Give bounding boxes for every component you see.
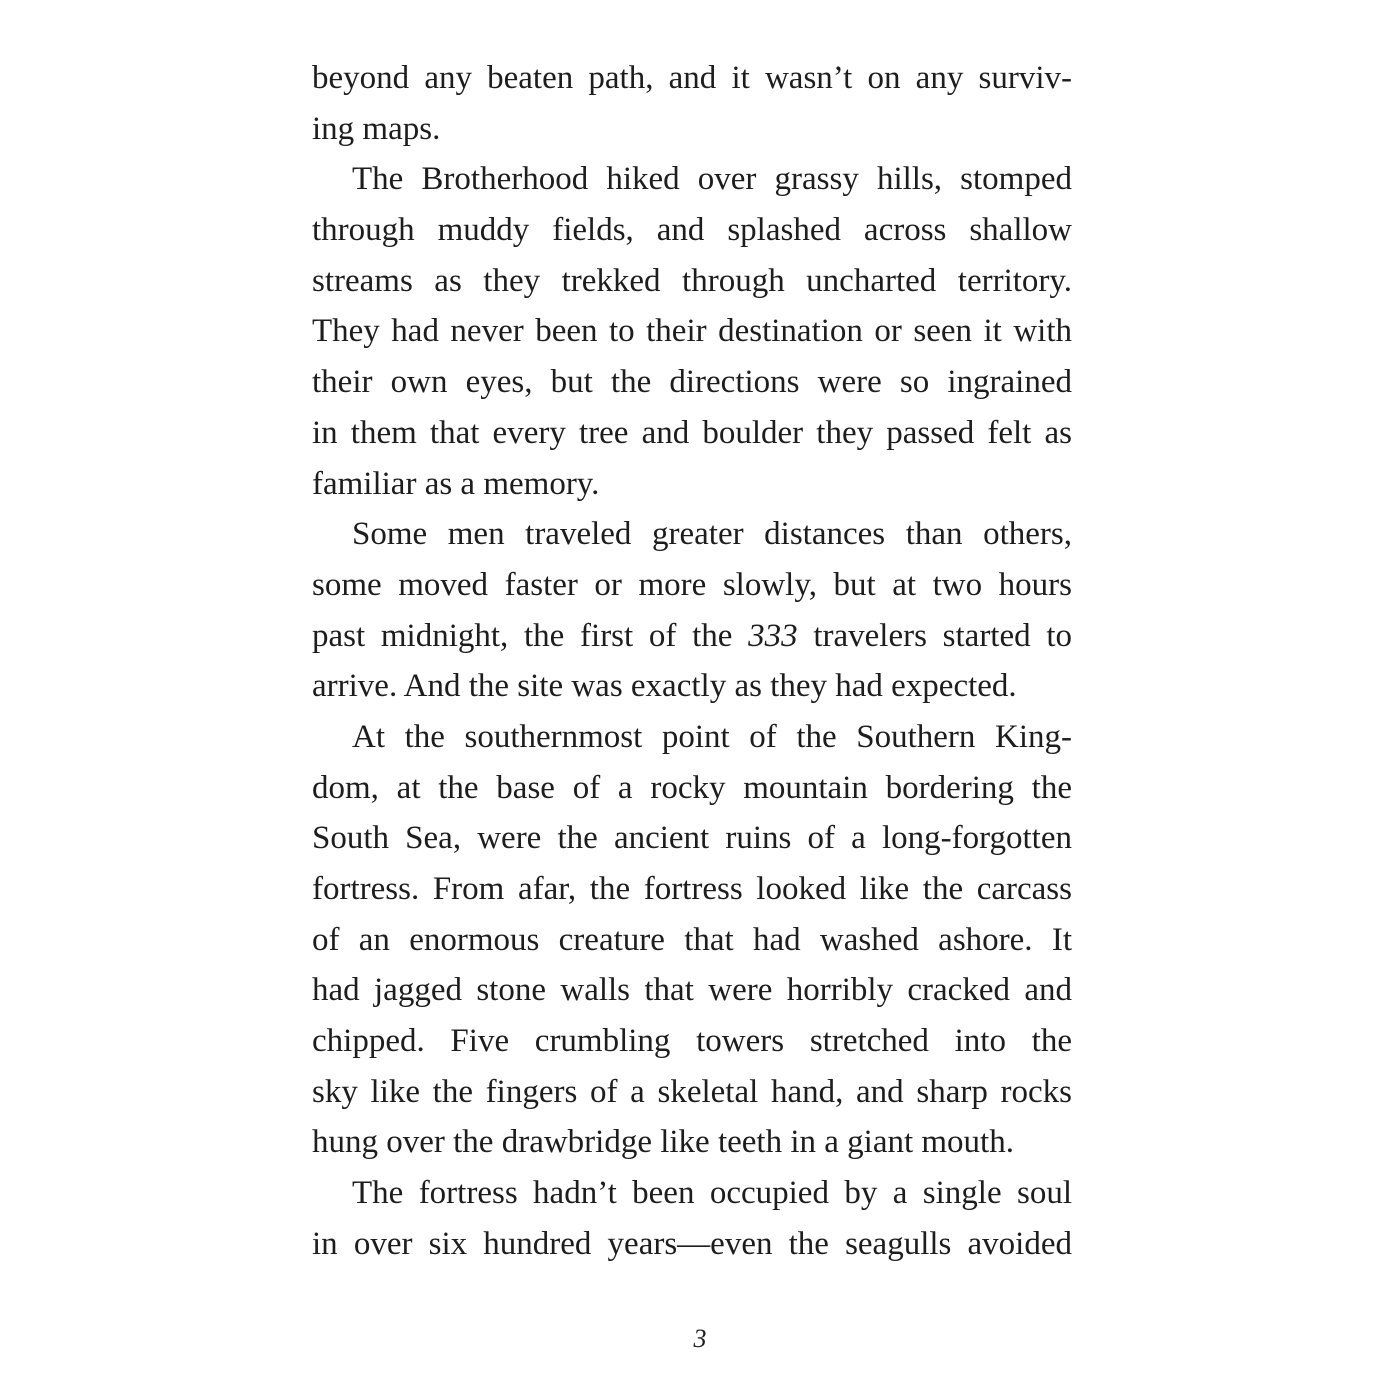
text-line: of an enormous creature that had washed ashore. It: [312, 921, 1072, 958]
text-line: in them that every tree and boulder they passed felt as: [312, 414, 1072, 451]
text-line: South Sea, were the ancient ruins of a long-forgotten: [312, 820, 1072, 857]
text-line: The fortress hadn’t been occupied by a single soul: [352, 1175, 1072, 1212]
text-line: dom, at the base of a rocky mountain bordering the: [312, 769, 1072, 806]
text-run: travelers started to: [797, 617, 1073, 654]
text-line: familiar as a memory.: [312, 465, 600, 502]
text-line: hung over the drawbridge like teeth in a giant mouth.: [312, 1124, 1014, 1161]
text-line: Some men traveled greater distances than others,: [352, 516, 1072, 553]
italic-number: 333: [748, 617, 798, 654]
text-line: arrive. And the site was exactly as they had expected.: [312, 668, 1017, 705]
text-run: past midnight, the first of the: [312, 617, 749, 654]
page-number: 3: [693, 1324, 707, 1353]
text-line: sky like the fingers of a skeletal hand, and sharp rocks: [312, 1073, 1072, 1110]
text-line: They had never been to their destination or seen it with: [312, 313, 1072, 350]
text-line: in over six hundred years—even the seagulls avoided: [312, 1225, 1072, 1262]
text-line: The Brotherhood hiked over grassy hills, stomped: [352, 161, 1072, 198]
body-text: [312, 53, 1072, 1270]
text-line: streams as they trekked through uncharted territory.: [312, 262, 1072, 299]
text-line: [312, 611, 1072, 662]
text-line: beyond any beaten path, and it wasn’t on any surviv-: [312, 60, 1072, 96]
text-line: fortress. From afar, the fortress looked like the carcass: [312, 871, 1072, 907]
text-line: chipped. Five crumbling towers stretched into the: [312, 1023, 1072, 1060]
text-line: through muddy fields, and splashed across shallow: [312, 212, 1072, 249]
text-line: At the southernmost point of the Southern King-: [352, 718, 1072, 755]
text-line: ing maps.: [312, 110, 441, 147]
text-line: some moved faster or more slowly, but at two hours: [312, 566, 1072, 603]
text-line: their own eyes, but the directions were so ingrained: [312, 364, 1072, 401]
text-line: had jagged stone walls that were horribly cracked and: [312, 972, 1072, 1009]
